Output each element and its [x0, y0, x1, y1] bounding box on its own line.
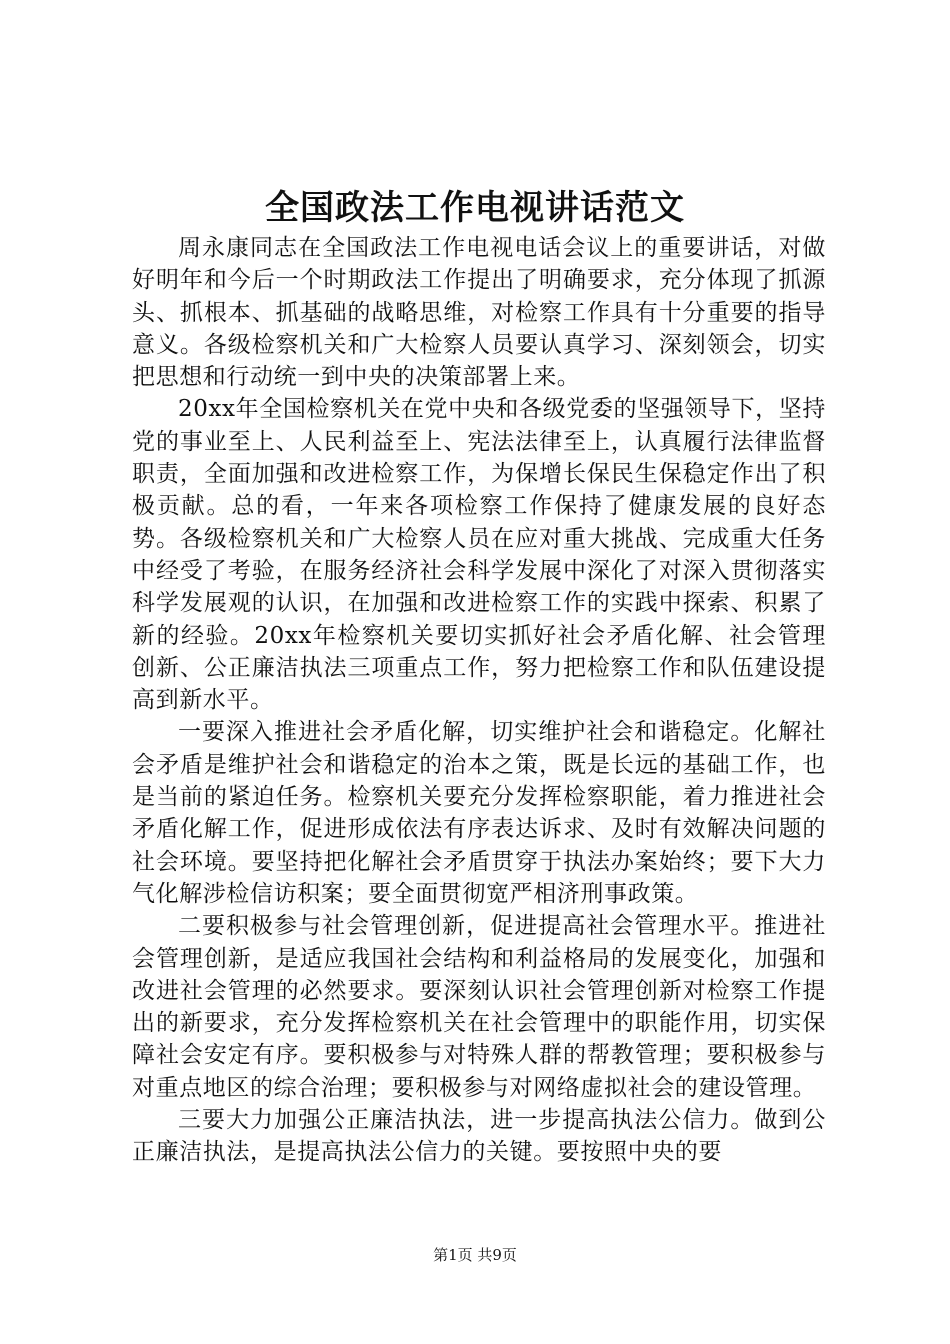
paragraph-4: 二要积极参与社会管理创新，促进提高社会管理水平。推进社会管理创新，是适应我国社会结构和利益格局的发展变化，加强和改进社会管理的必然要求。要深刻认识社会管理创新对检察工作提出的新要求，充分发挥检察机关在社会管理中的职能作用，切实保障社会安定有序。要积极参与对特殊人群的帮教管理；要积极参与对重点地区的综合治理；要积极参与对网络虚拟社会的建设管理。 — [132, 913, 826, 1101]
document-title: 全国政法工作电视讲话范文 — [265, 188, 685, 228]
paragraph-3: 一要深入推进社会矛盾化解，切实维护社会和谐稳定。化解社会矛盾是维护社会和谐稳定的治本之策，既是长远的基础工作，也是当前的紧迫任务。检察机关要充分发挥检察职能，着力推进社会矛盾化解工作，促进形成依法有序表达诉求、及时有效解决问题的社会环境。要坚持把化解社会矛盾贯穿于执法办案始终；要下大力气化解涉检信访积案；要全面贯彻宽严相济刑事政策。 — [132, 719, 826, 907]
document-body — [132, 232, 826, 1169]
page-footer: 第1页 共9页 — [433, 1246, 517, 1264]
paragraph-1: 周永康同志在全国政法工作电视电话会议上的重要讲话，对做好明年和今后一个时期政法工作提出了明确要求，充分体现了抓源头、抓根本、抓基础的战略思维，对检察工作具有十分重要的指导意义。各级检察机关和广大检察人员要认真学习、深刻领会，切实把思想和行动统一到中央的决策部署上来。 — [132, 235, 826, 391]
paragraph-5: 三要大力加强公正廉洁执法，进一步提高执法公信力。做到公正廉洁执法，是提高执法公信力的关键。要按照中央的要 — [132, 1107, 826, 1166]
paragraph-2: 20xx年全国检察机关在党中央和各级党委的坚强领导下，坚持党的事业至上、人民利益至上、宪法法律至上，认真履行法律监督职责，全面加强和改进检察工作，为保增长保民生保稳定作出了积极贡献。总的看，一年来各项检察工作保持了健康发展的良好态势。各级检察机关和广大检察人员在应对重大挑战、完成重大任务中经受了考验，在服务经济社会科学发展中深化了对深入贯彻落实科学发展观的认识，在加强和改进检察工作的实践中探索、积累了新的经验。20xx年检察机关要切实抓好社会矛盾化解、社会管理创新、公正廉洁执法三项重点工作，努力把检察工作和队伍建设提高到新水平。 — [132, 396, 826, 714]
